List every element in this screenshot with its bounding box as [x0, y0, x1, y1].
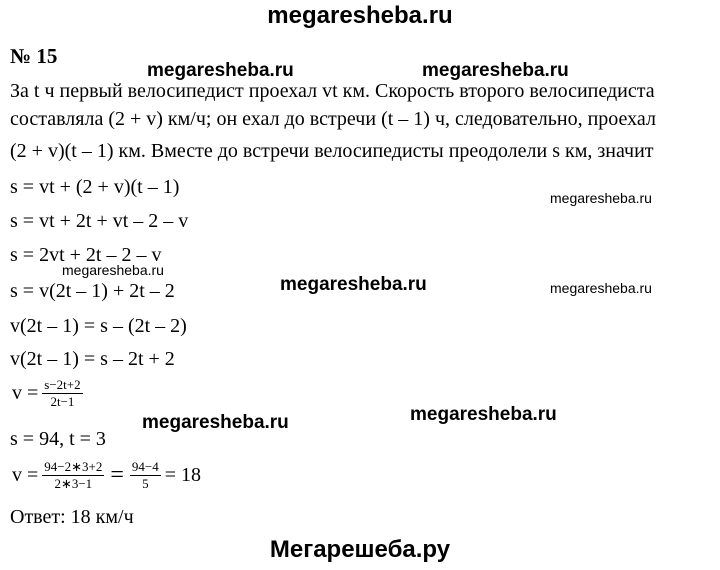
- fraction-numerator: s−2t+2: [44, 377, 81, 392]
- equation-line-8: s = 94, t = 3: [10, 428, 106, 450]
- fraction-numerator: 94−2∗3+2: [44, 459, 103, 474]
- equation-line-2: s = vt + 2t + vt – 2 – v: [10, 210, 189, 232]
- equation-line-1: s = vt + (2 + v)(t – 1): [10, 176, 180, 198]
- site-footer: Мегарешеба.ру: [269, 536, 451, 563]
- paragraph-line-3: (2 + v)(t – 1) км. Вместе до встречи велосипедисты преодолели s км, значит: [10, 140, 654, 162]
- watermark: megaresheba.ru: [62, 262, 164, 278]
- watermark: megaresheba.ru: [550, 190, 652, 206]
- answer: Ответ: 18 км/ч: [10, 506, 134, 528]
- paragraph-line-1: За t ч первый велосипедист проехал vt км. Скорость второго велосипедиста: [10, 80, 655, 102]
- site-header: megaresheba.ru: [267, 2, 453, 29]
- watermark: megaresheba.ru: [147, 60, 294, 81]
- equation-line-3: s = 2vt + 2t – 2 – v: [10, 244, 162, 266]
- fraction-denominator: 5: [142, 476, 149, 491]
- equation-line-6: v(2t – 1) = s – 2t + 2: [10, 348, 175, 370]
- watermark: megaresheba.ru: [142, 412, 289, 433]
- equation-lhs: v =: [12, 464, 39, 486]
- watermark: megaresheba.ru: [280, 274, 427, 295]
- equation-line-5: v(2t – 1) = s – (2t – 2): [10, 315, 187, 337]
- fraction: [42, 378, 82, 409]
- fraction: [42, 460, 104, 491]
- paragraph-line-2: составляла (2 + v) км/ч; он ехал до встречи (t – 1) ч, следовательно, проехал: [10, 108, 656, 130]
- watermark: megaresheba.ru: [550, 280, 652, 296]
- problem-number: № 15: [10, 44, 58, 68]
- equals-sign: =: [110, 462, 124, 488]
- equation-lhs: v =: [12, 382, 39, 404]
- fraction-denominator: 2t−1: [50, 394, 75, 409]
- equation-line-9: [10, 460, 203, 491]
- equation-line-7: [10, 378, 85, 409]
- watermark: megaresheba.ru: [410, 404, 557, 425]
- fraction-denominator: 2∗3−1: [54, 476, 93, 491]
- fraction: [130, 460, 161, 491]
- equation-result: = 18: [164, 464, 202, 486]
- watermark: megaresheba.ru: [422, 60, 569, 81]
- fraction-numerator: 94−4: [131, 459, 159, 474]
- equation-line-4: s = v(2t – 1) + 2t – 2: [10, 280, 175, 302]
